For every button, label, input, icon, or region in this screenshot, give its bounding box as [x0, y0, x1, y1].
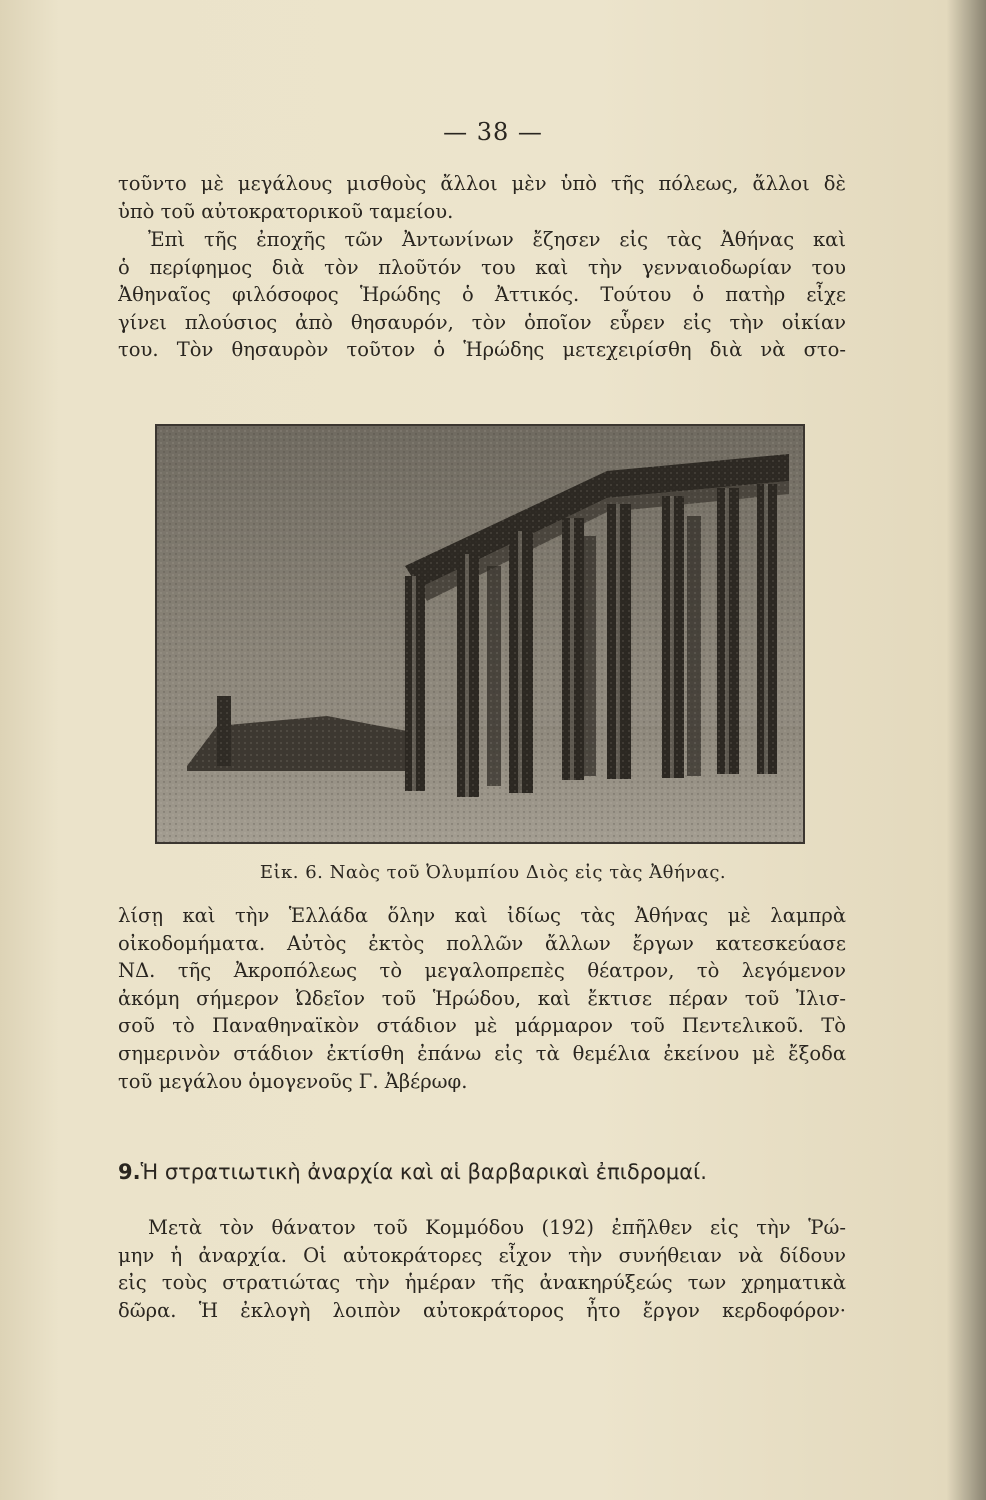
text-line: Ἀθηναῖος φιλόσοφος Ἡρώδης ὁ Ἀττικός. Τούτου ὁ πατὴρ εἶχε: [118, 283, 846, 307]
section-heading: [118, 1160, 846, 1184]
temple-photograph: [155, 424, 805, 844]
section-number: 9.: [118, 1160, 141, 1184]
text-line: σημερινὸν στάδιον ἐκτίσθη ἐπάνω εἰς τὰ θεμέλια ἐκείνου μὲ ἔξοδα: [118, 1041, 846, 1065]
page-number: — 38 —: [443, 118, 543, 146]
text-line: δῶρα. Ἡ ἐκλογὴ λοιπὸν αὐτοκράτορος ἦτο ἔργον κερδοφόρον·: [118, 1298, 846, 1322]
text-line: Ἐπὶ τῆς ἐποχῆς τῶν Ἀντωνίνων ἔζησεν εἰς τὰς Ἀθήνας καὶ: [148, 228, 846, 251]
text-line: του. Τὸν θησαυρὸν τοῦτον ὁ Ἡρώδης μετεχειρίσθη διὰ νὰ στο-: [118, 338, 846, 362]
text-line: ὁ περίφημος διὰ τὸν πλοῦτόν του καὶ τὴν γενναιοδωρίαν του: [118, 255, 846, 279]
text-line: ἀκόμη σήμερον Ὠδεῖον τοῦ Ἡρώδου, καὶ ἔκτισε πέραν τοῦ Ἰλισ-: [118, 986, 846, 1010]
text-line: εἰς τοὺς στρατιώτας τὴν ἡμέραν τῆς ἀνακηρύξεώς των χρηματικὰ: [118, 1271, 846, 1295]
text-line: ΝΔ. τῆς Ἀκροπόλεως τὸ μεγαλοπρεπὲς θέατρον, τὸ λεγόμενον: [118, 959, 846, 983]
text-line: λίσῃ καὶ τὴν Ἑλλάδα ὅλην καὶ ἰδίως τὰς Ἀθήνας μὲ λαμπρὰ: [118, 904, 846, 927]
figure-caption: Εἰκ. 6. Ναὸς τοῦ Ὀλυμπίου Διὸς εἰς τὰς Ἀθήνας.: [259, 862, 727, 883]
text-line: οἰκοδομήματα. Αὐτὸς ἐκτὸς πολλῶν ἄλλων ἔργων κατεσκεύασε: [118, 931, 846, 955]
text-line: μην ἡ ἀναρχία. Οἱ αὐτοκράτορες εἶχον τὴν συνήθειαν νὰ δίδουν: [118, 1243, 846, 1267]
paragraph-continuation: [118, 170, 846, 225]
text-line: γίνει πλούσιος ἀπὸ θησαυρόν, τὸν ὁποῖον εὗρεν εἰς τὴν οἰκίαν: [118, 310, 846, 334]
section-title: Ἡ στρατιωτικὴ ἀναρχία καὶ αἱ βαρβαρικαὶ ἐπιδρομαί.: [140, 1160, 707, 1184]
text-line: τοῦ μεγάλου ὁμογενοῦς Γ. Ἀβέρωφ.: [118, 1069, 468, 1093]
paragraph-herodes: [118, 226, 846, 364]
paragraph-anarchy: [118, 1214, 846, 1324]
olympieion-illustration: [157, 426, 803, 842]
text-line: σοῦ τὸ Παναθηναϊκὸν στάδιον μὲ μάρμαρον τοῦ Πεντελικοῦ. Τὸ: [118, 1014, 846, 1038]
text-line: ὑπὸ τοῦ αὐτοκρατορικοῦ ταμείου.: [118, 199, 454, 223]
paragraph-buildings: [118, 902, 846, 1095]
text-line: Μετὰ τὸν θάνατον τοῦ Κομμόδου (192) ἐπῆλθεν εἰς τὴν Ῥώ-: [148, 1216, 846, 1239]
text-line: τοῦντο μὲ μεγάλους μισθοὺς ἄλλοι μὲν ὑπὸ τῆς πόλεως, ἄλλοι δὲ: [118, 172, 846, 195]
